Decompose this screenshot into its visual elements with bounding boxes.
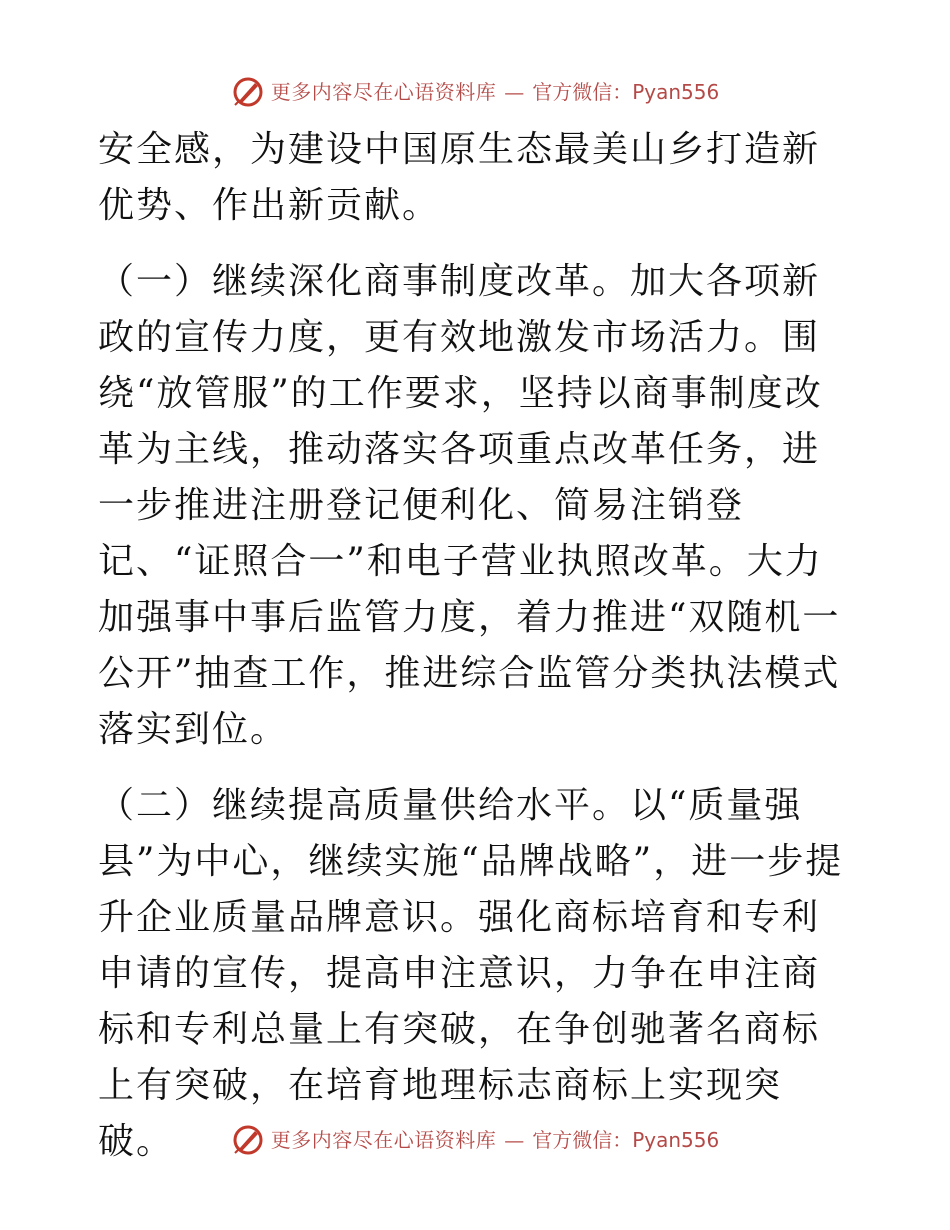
paragraph-1: 安全感，为建设中国原生态最美山乡打造新优势、作出新贡献。 [98, 129, 821, 226]
footer-separator: — [504, 1128, 525, 1152]
quill-logo-icon [231, 1123, 265, 1157]
header-site-name: 更多内容尽在心语资料库 [270, 80, 497, 104]
paragraph-3: （二）继续提高质量供给水平。以“质量强县”为中心，继续实施“品牌战略”，进一步提升企业质量品牌意识。强化商标培育和专利申请的宣传，提高申注意识，力争在申注商标和专利总量上有突破，在争创驰著名商标上有突破，在培育地理标志商标上实现突破。 [98, 785, 844, 1162]
header-banner [0, 72, 950, 112]
paragraph-2: （一）继续深化商事制度改革。加大各项新政的宣传力度，更有效地激发市场活力。围绕“放管服”的工作要求，坚持以商事制度改革为主线，推动落实各项重点改革任务，进一步推进注册登记便利化、简易注销登记、“证照合一”和电子营业执照改革。大力加强事中事后监管力度，着力推进“双随机一公开”抽查工作，推进综合监管分类执法模式落实到位。 [98, 261, 841, 750]
header-separator: — [504, 80, 525, 104]
footer-site-name: 更多内容尽在心语资料库 [270, 1128, 497, 1152]
quill-logo-icon [231, 75, 265, 109]
footer-contact: 官方微信：Pyan556 [532, 1128, 720, 1152]
header-contact: 官方微信：Pyan556 [532, 80, 720, 104]
footer-banner [0, 1120, 950, 1160]
document-body [98, 122, 850, 1170]
